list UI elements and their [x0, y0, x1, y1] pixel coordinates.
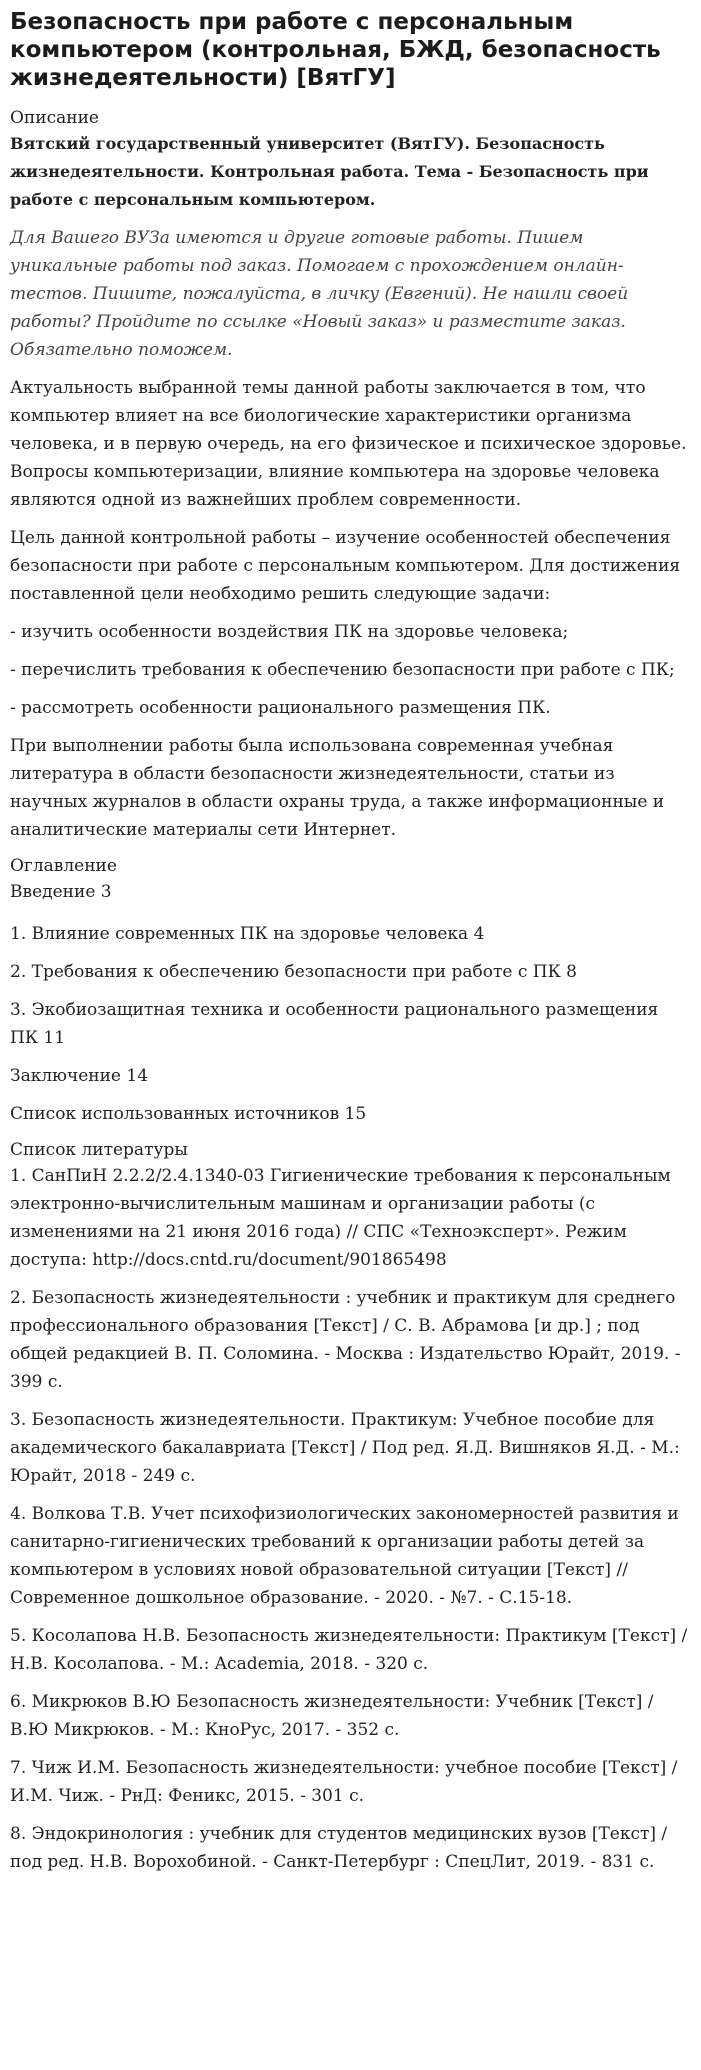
- toc-item: 3. Экобиозащитная техника и особенности рационального размещения ПК 11: [10, 1000, 659, 1048]
- description-lead: Вятский государственный университет (ВятГУ). Безопасность жизнедеятельности. Контрольная работа. Тема - Безопасность при работе с персональным компьютером.: [10, 134, 649, 209]
- literature-item: 8. Эндокринология : учебник для студентов медицинских вузов [Текст] / под ред. Н.В. Ворохобиной. - Санкт-Петербург : СпецЛит, 2019. - 831 с.: [10, 1824, 668, 1872]
- task-item: - перечислить требования к обеспечению безопасности при работе с ПК;: [10, 660, 675, 680]
- toc-item: Введение 3: [10, 882, 112, 902]
- toc-item: 1. Влияние современных ПК на здоровье человека 4: [10, 924, 485, 944]
- description-label: Описание: [10, 108, 99, 128]
- literature-item: 7. Чиж И.М. Безопасность жизнедеятельности: учебное пособие [Текст] / И.М. Чиж. - РнД: Феникс, 2015. - 301 с.: [10, 1758, 678, 1806]
- paragraph-sources: При выполнении работы была использована современная учебная литература в области безопасности жизнедеятельности, статьи из научных журналов в области охраны труда, а также информационные и аналитические материалы сети Интернет.: [10, 736, 665, 840]
- literature-item: 4. Волкова Т.В. Учет психофизиологических закономерностей развития и санитарно-гигиенических требований к организации работы детей за компьютером в условиях новой образовательной ситуации [Текст] // Современное дошкольное образование. - 2020. - №7. - С.15-18.: [10, 1504, 679, 1608]
- toc-item: 2. Требования к обеспечению безопасности при работе с ПК 8: [10, 962, 577, 982]
- paragraph-relevance: Актуальность выбранной темы данной работы заключается в том, что компьютер влияет на все биологические характеристики организма человека, и в первую очередь, на его физическое и психическое здоровье. Вопросы компьютеризации, влияние компьютера на здоровье человека являются одной из важнейших проблем современности.: [10, 378, 687, 510]
- order-note: Для Вашего ВУЗа имеются и другие готовые работы. Пишем уникальные работы под заказ. Помогаем с прохождением онлайн-тестов. Пишите, пожалуйста, в личку (Евгений). Не нашли своей работы? Пройдите по ссылке «Новый заказ» и разместите заказ. Обязательно поможем.: [10, 228, 629, 360]
- task-item: - изучить особенности воздействия ПК на здоровье человека;: [10, 622, 569, 642]
- source-link[interactable]: http://docs.cntd.ru/document/901865498: [92, 1250, 447, 1270]
- literature-item: 3. Безопасность жизнедеятельности. Практикум: Учебное пособие для академического бакалавриата [Текст] / Под ред. Я.Д. Вишняков Я.Д. - М.: Юрайт, 2018 - 249 с.: [10, 1410, 680, 1486]
- toc-item: Список использованных источников 15: [10, 1104, 367, 1124]
- literature-item: 6. Микрюков В.Ю Безопасность жизнедеятельности: Учебник [Текст] / В.Ю Микрюков. - М.: КноРус, 2017. - 352 с.: [10, 1692, 654, 1740]
- toc-item: Заключение 14: [10, 1066, 149, 1086]
- literature-item-text: 1. СанПиН 2.2.2/2.4.1340-03 Гигиенические требования к персональным электронно-вычислительным машинам и организации работы (с изменениями на 21 июня 2016 года) // СПС «Техноэксперт». Режим доступа:: [10, 1166, 671, 1270]
- page-title: Безопасность при работе с персональным компьютером (контрольная, БЖД, безопасность жизнедеятельности) [ВятГУ]: [10, 9, 661, 91]
- literature-item: [10, 1162, 691, 1274]
- literature-item: 2. Безопасность жизнедеятельности : учебник и практикум для среднего профессионального образования [Текст] / С. В. Абрамова [и др.] ; под общей редакцией В. П. Соломина. - Москва : Издательство Юрайт, 2019. - 399 с.: [10, 1288, 681, 1392]
- task-item: - рассмотреть особенности рационального размещения ПК.: [10, 698, 551, 718]
- paragraph-goal: Цель данной контрольной работы – изучение особенностей обеспечения безопасности при работе с персональным компьютером. Для достижения поставленной цели необходимо решить следующие задачи:: [10, 528, 681, 604]
- literature-label: Список литературы: [10, 1140, 188, 1160]
- literature-item: 5. Косолапова Н.В. Безопасность жизнедеятельности: Практикум [Текст] / Н.В. Косолапова. - М.: Academia, 2018. - 320 с.: [10, 1626, 688, 1674]
- toc-label: Оглавление: [10, 856, 117, 876]
